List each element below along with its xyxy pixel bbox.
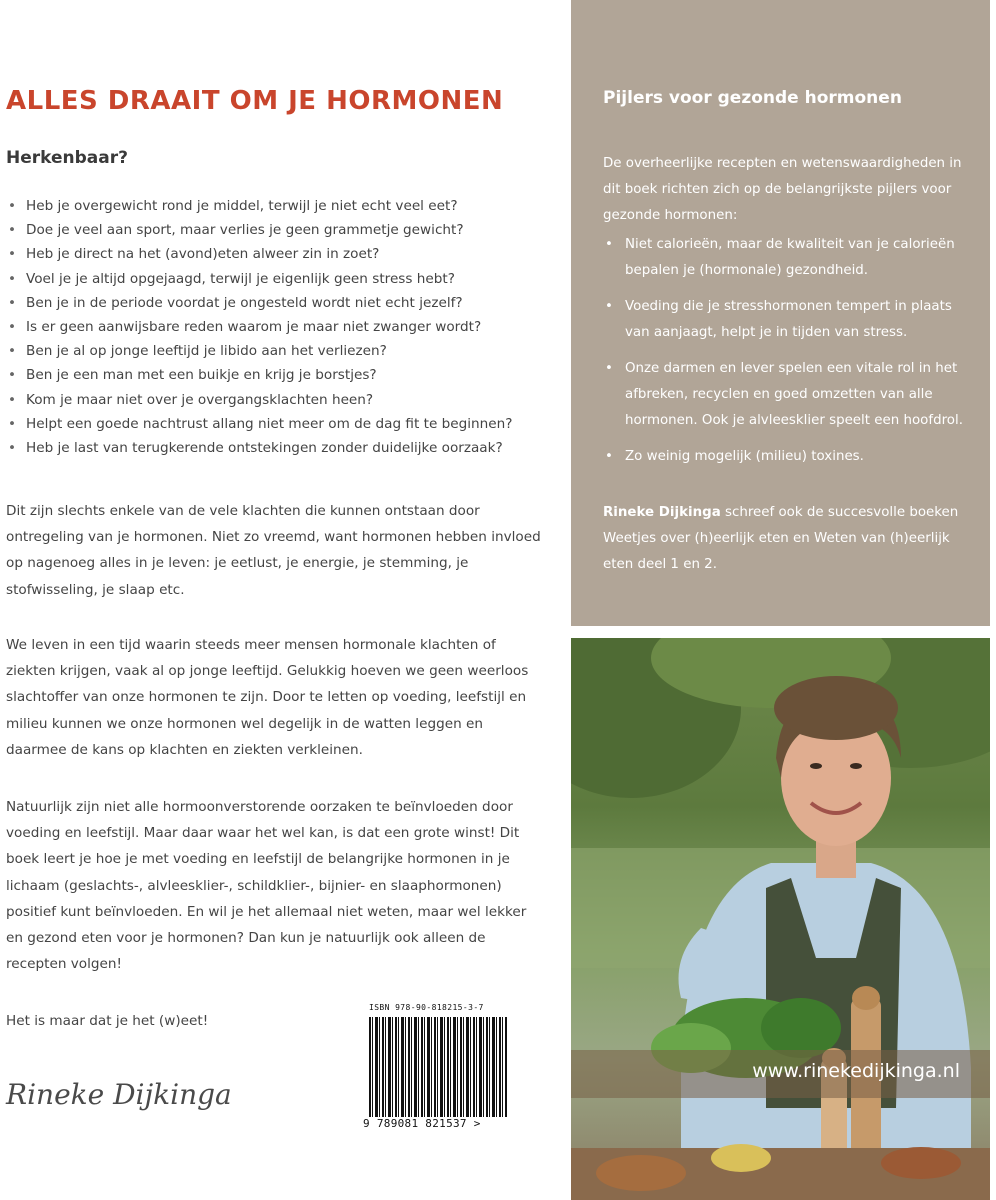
body-paragraph: Dit zijn slechts enkele van de vele klachten die kunnen ontstaan door ontregeling van je hormonen. Niet zo vreemd, want hormonen hebben invloed op nagenoeg alles in je leven: je eetlust, je energie, je stemming, je stofwisseling, je slaap etc. [6,503,541,598]
section-subtitle: Herkenbaar? [6,148,128,168]
author-photo [571,638,990,1200]
list-item: • Onze darmen en lever spelen een vitale rol in het afbreken, recyclen en goed omzetten van alle hormonen. Ook je alvleesklier speelt een hoofdrol. [603,356,973,434]
list-item: • Ben je al op jonge leeftijd je libido aan het verliezen? [8,339,558,363]
body-paragraph: Natuurlijk zijn niet alle hormoonverstorende oorzaken te beïnvloeden door voeding en leefstijl. Maar daar waar het wel kan, is dat een grote winst! Dit boek leert je hoe je met voeding en leefstijl de belangrijke hormonen in je lichaam (geslachts-, alvleesklier-, schildklier-, bijnier- en slaaphormonen) positief kunt beïnvloeden. En wil je het allemaal niet weten, maar wel lekker en gezond eten voor je hormonen? Dan kun je natuurlijk ook alleen de recepten volgen! [6,799,527,973]
barcode-number: 9 789081 821537 > [363,1117,481,1130]
list-item: • Voeding die je stresshormonen tempert in plaats van aanjaagt, helpt je in tijden van stress. [603,294,973,346]
website-url: www.rinekedijkinga.nl [752,1060,960,1082]
list-item: • Ben je in de periode voordat je ongesteld wordt niet echt jezelf? [8,291,558,315]
closing-line: Het is maar dat je het (w)eet! [6,1013,209,1029]
list-item: • Ben je een man met een buikje en krijg je borstjes? [8,363,558,387]
author-name: Rineke Dijkinga [603,505,721,520]
question-list [8,194,558,460]
barcode-bars [369,1017,507,1117]
panel-intro: De overheerlijke recepten en wetenswaardigheden in dit boek richten zich op de belangrijkste pijlers voor gezonde hormonen: [603,156,962,223]
pillar-list [603,232,973,480]
list-item: • Kom je maar niet over je overgangsklachten heen? [8,388,558,412]
list-item: • Zo weinig mogelijk (milieu) toxines. [603,444,973,470]
isbn-barcode [363,1003,519,1133]
list-item: • Voel je je altijd opgejaagd, terwijl je eigenlijk geen stress hebt? [8,267,558,291]
isbn-label: ISBN 978-90-818215-3-7 [369,1003,484,1012]
author-photo-illustration [571,638,990,1200]
author-signature: Rineke Dijkinga [6,1078,232,1111]
website-banner [571,1050,990,1098]
info-panel [571,0,990,626]
list-item: • Heb je last van terugkerende ontstekingen zonder duidelijke oorzaak? [8,436,558,460]
list-item: • Helpt een goede nachtrust allang niet meer om de dag fit te beginnen? [8,412,558,436]
list-item: • Heb je direct na het (avond)eten alweer zin in zoet? [8,242,558,266]
panel-title: Pijlers voor gezonde hormonen [603,88,902,108]
list-item: • Doe je veel aan sport, maar verlies je geen grammetje gewicht? [8,218,558,242]
body-paragraph: We leven in een tijd waarin steeds meer mensen hormonale klachten of ziekten krijgen, vaak al op jonge leeftijd. Gelukkig hoeven we geen weerloos slachtoffer van onze hormonen te zijn. Door te letten op voeding, leefstijl en milieu kunnen we onze hormonen wel degelijk in de watten leggen en daarmee de kans op klachten en ziekten verkleinen. [6,637,529,758]
list-item: • Niet calorieën, maar de kwaliteit van je calorieën bepalen je (hormonale) gezondheid. [603,232,973,284]
cover-title: ALLES DRAAIT OM JE HORMONEN [6,86,504,116]
list-item: • Is er geen aanwijsbare reden waarom je maar niet zwanger wordt? [8,315,558,339]
author-books: schreef ook de succesvolle boeken Weetjes over (h)eerlijk eten en Weten van (h)eerlijk eten deel 1 en 2. [603,505,959,572]
list-item: • Heb je overgewicht rond je middel, terwijl je niet echt veel eet? [8,194,558,218]
author-note [603,500,973,578]
